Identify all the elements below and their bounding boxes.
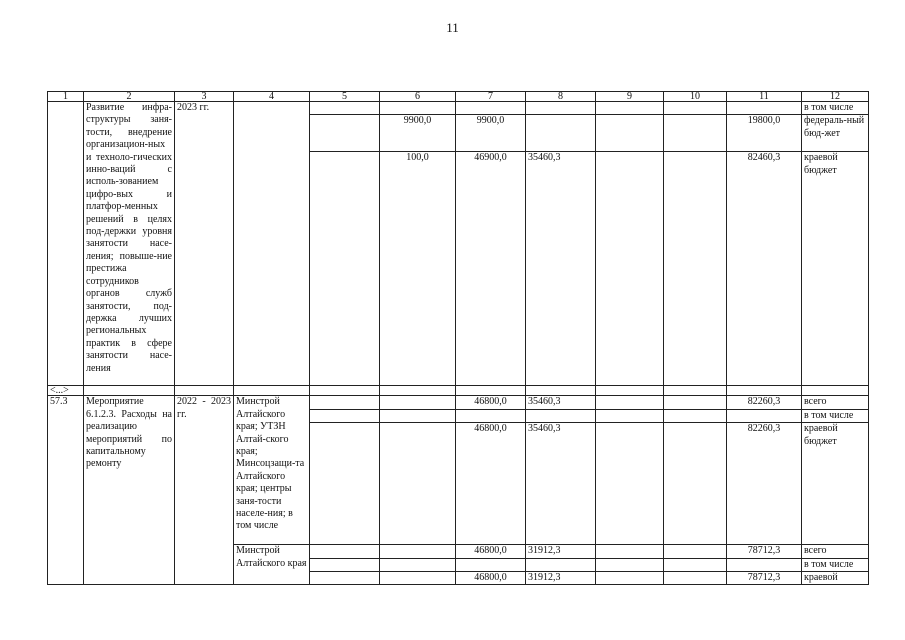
- item-number: 57.3: [48, 396, 84, 585]
- separator-row: [48, 386, 869, 396]
- source-label: краевой: [802, 572, 869, 585]
- budget-table: [47, 91, 869, 585]
- cell-value: 46800,0: [456, 572, 526, 585]
- cell-value: 35460,3: [526, 396, 596, 409]
- cell-value: 82460,3: [727, 152, 802, 386]
- source-label: краевой бюджет: [802, 423, 869, 545]
- measure-name: Развитие инфра-структуры заня-тости, внедрение организацион-ных и техноло-гических инно-ваций с исполь-зованием цифро-вых и платфор-менных решений в целях под-держки уровня занятости насе-ления; повыше-ние престижа сотрудников органов служб занятости, под-держка лучших региональных практик в сфере занятости насе-ления: [84, 102, 175, 386]
- ellipsis: <...>: [48, 386, 84, 396]
- col-header: 6: [380, 92, 456, 102]
- cell-value: 9900,0: [456, 115, 526, 152]
- col-header: 5: [310, 92, 380, 102]
- col-header: 4: [234, 92, 310, 102]
- source-label: федераль-ный бюд-жет: [802, 115, 869, 152]
- table-row: [48, 102, 869, 115]
- col-header: 7: [456, 92, 526, 102]
- cell-value: 46800,0: [456, 396, 526, 409]
- cell-value: 46800,0: [456, 545, 526, 558]
- col-header: 3: [175, 92, 234, 102]
- executor: Минстрой Алтайского края; УТЗН Алтай-ского края; Минсоцзащи-та Алтайского края; центры заня-тости населе-ния; в том числе: [234, 396, 310, 545]
- source-label: краевой бюджет: [802, 152, 869, 386]
- cell-value: 19800,0: [727, 115, 802, 152]
- source-label: всего: [802, 396, 869, 409]
- cell-value: 9900,0: [380, 115, 456, 152]
- measure-name: Мероприятие 6.1.2.3. Расходы на реализацию мероприятий по капитальному ремонту: [84, 396, 175, 585]
- column-number-row: [48, 92, 869, 102]
- col-header: 12: [802, 92, 869, 102]
- source-label: в том числе: [802, 102, 869, 115]
- cell-value: 46800,0: [456, 423, 526, 545]
- period: 2023 гг.: [175, 102, 234, 386]
- source-label: в том числе: [802, 409, 869, 422]
- cell-value: 35460,3: [526, 423, 596, 545]
- col-header: 2: [84, 92, 175, 102]
- col-header: 9: [596, 92, 664, 102]
- cell-value: 31912,3: [526, 572, 596, 585]
- cell-value: 78712,3: [727, 572, 802, 585]
- cell-value: 46900,0: [456, 152, 526, 386]
- cell-value: 78712,3: [727, 545, 802, 558]
- cell-value: 100,0: [380, 152, 456, 386]
- source-label: в том числе: [802, 558, 869, 571]
- executor: Минстрой Алтайского края: [234, 545, 310, 585]
- page-number: 11: [446, 20, 459, 35]
- col-header: 1: [48, 92, 84, 102]
- col-header: 8: [526, 92, 596, 102]
- col-header: 10: [664, 92, 727, 102]
- cell-value: 35460,3: [526, 152, 596, 386]
- cell-value: 82260,3: [727, 396, 802, 409]
- table-row: [48, 396, 869, 409]
- source-label: всего: [802, 545, 869, 558]
- col-header: 11: [727, 92, 802, 102]
- cell-value: 82260,3: [727, 423, 802, 545]
- period: 2022 - 2023 гг.: [175, 396, 234, 585]
- cell-value: 31912,3: [526, 545, 596, 558]
